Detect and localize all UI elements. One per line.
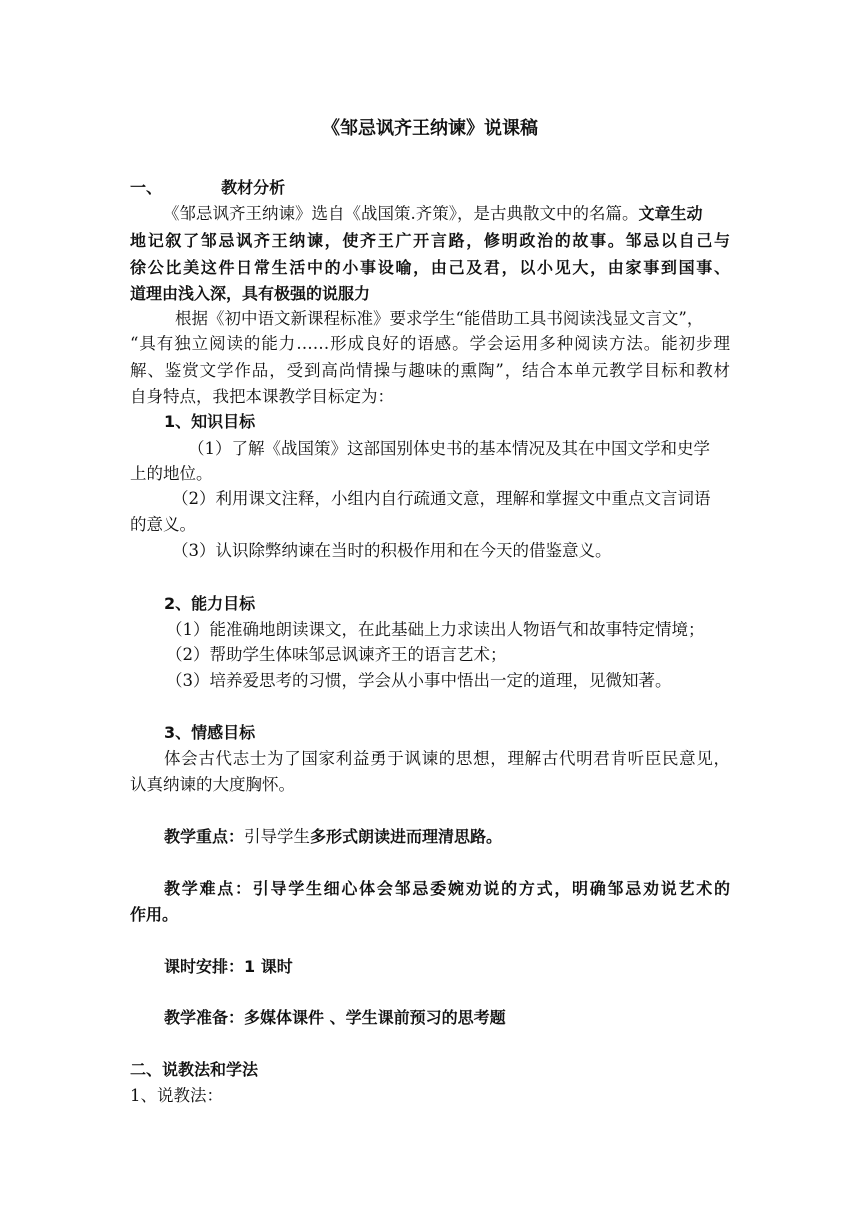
section-2-sub-1: 1、说教法： bbox=[130, 1086, 223, 1105]
paragraph-1-line-2: 地记叙了邹忌讽齐王纳谏，使齐王广开言路，修明政治的故事。邹忌以自己与 bbox=[130, 231, 730, 250]
ability-goals-heading: 2、能力目标 bbox=[164, 594, 256, 613]
section-1-heading bbox=[130, 175, 730, 201]
knowledge-item-2-line-1: （2）利用课文注释，小组内自行疏通文意，理解和掌握文中重点文言词语 bbox=[172, 489, 711, 508]
knowledge-item-2-line-2: 的意义。 bbox=[130, 515, 196, 534]
section-1-title: 教材分析 bbox=[221, 178, 286, 197]
paragraph-2-line-1: 根据《初中语文新课程标准》要求学生“能借助工具书阅读浅显文言文”， bbox=[175, 309, 704, 328]
emotion-line-1: 体会古代志士为了国家利益勇于讽谏的思想，理解古代明君肯听臣民意见， bbox=[164, 749, 730, 768]
preparation-value: 多媒体课件 、学生课前预习的思考题 bbox=[244, 1008, 506, 1027]
schedule-value: 1 课时 bbox=[244, 957, 293, 976]
emotion-goals-heading: 3、情感目标 bbox=[164, 723, 256, 742]
emotion-line-2: 认真纳谏的大度胸怀。 bbox=[130, 775, 295, 794]
ability-item-1: （1）能准确地朗读课文，在此基础上力求读出人物语气和故事特定情境； bbox=[166, 620, 705, 639]
ability-item-2: （2）帮助学生体味邹忌讽谏齐王的语言艺术； bbox=[166, 645, 507, 664]
ability-item-3: （3）培养爱思考的习惯，学会从小事中悟出一定的道理，见微知著。 bbox=[166, 671, 672, 690]
teaching-key-point: 教学重点：引导学生多形式朗读进而理清思路。 bbox=[164, 827, 503, 846]
paragraph-2-line-2: “具有独立阅读的能力……形成良好的语感。学会运用多种阅读方法。能初步理 bbox=[130, 334, 730, 353]
paragraph-2-line-4: 自身特点，我把本课教学目标定为： bbox=[130, 387, 394, 406]
knowledge-item-1-line-1: （1）了解《战国策》这部国别体史书的基本情况及其在中国文学和史学 bbox=[188, 439, 710, 458]
difficulty-label: 教学难点： bbox=[164, 879, 253, 898]
key-point-label: 教学重点： bbox=[164, 827, 245, 846]
paragraph-1-line-3: 徐公比美这件日常生活中的小事设喻，由己及君，以小见大，由家事到国事、 bbox=[130, 258, 730, 277]
knowledge-item-3: （3）认识除弊纳谏在当时的积极作用和在今天的借鉴意义。 bbox=[172, 541, 612, 560]
teaching-difficulty-line-2: 作用。 bbox=[130, 905, 179, 924]
teaching-difficulty-line-1: 教学难点：引导学生细心体会邹忌委婉劝说的方式，明确邹忌劝说艺术的 bbox=[164, 879, 730, 898]
document-title: 《邹忌讽齐王纳谏》说课稿 bbox=[322, 118, 538, 139]
schedule-label: 课时安排： bbox=[164, 957, 245, 976]
preparation-label: 教学准备： bbox=[164, 1008, 245, 1027]
section-1-number: 一、 bbox=[130, 178, 163, 197]
knowledge-item-1-line-2: 上的地位。 bbox=[130, 464, 213, 483]
class-schedule bbox=[130, 954, 730, 980]
paragraph-1-line-4: 道理由浅入深，具有极强的说服力 bbox=[130, 284, 371, 303]
paragraph-2-line-3: 解、鉴赏文学作品，受到高尚情操与趣味的熏陶”，结合本单元教学目标和教材 bbox=[130, 361, 730, 380]
section-2-heading: 二、说教法和学法 bbox=[130, 1060, 259, 1079]
knowledge-goals-heading: 1、知识目标 bbox=[164, 412, 256, 431]
paragraph-1-line-1: 《邹忌讽齐王纳谏》选自《战国策.齐策》，是古典散文中的名篇。文章生动 bbox=[163, 204, 703, 223]
teaching-preparation bbox=[130, 1005, 730, 1031]
